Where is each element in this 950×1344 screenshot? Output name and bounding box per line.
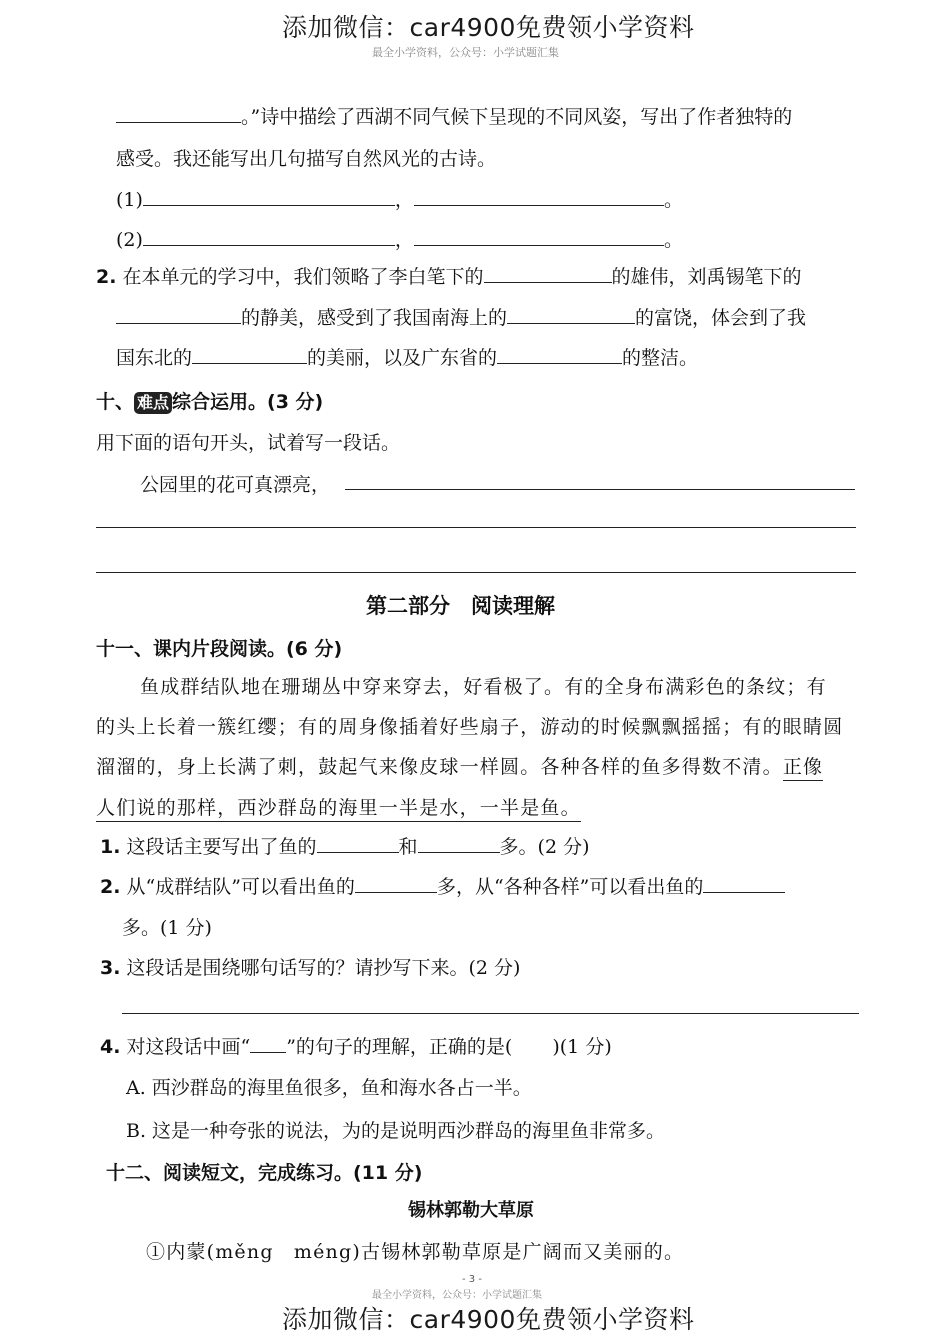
answer-blank[interactable]: [192, 345, 307, 364]
passage-line-3: 溜溜的，身上长满了刺，鼓起气来像皮球一样圆。各种各样的鱼多得数不清。正像: [96, 752, 823, 779]
difficulty-badge: 难点: [134, 392, 172, 414]
answer-blank[interactable]: [143, 227, 395, 246]
option-a[interactable]: A. 西沙群岛的海里鱼很多，鱼和海水各占一半。: [126, 1077, 532, 1099]
answer-blank[interactable]: [143, 187, 395, 206]
section-12-title: 十二、阅读短文，完成练习。(11 分): [106, 1162, 423, 1184]
passage-line-4: [96, 793, 581, 820]
paragraph-number: ①: [146, 1241, 167, 1263]
poem-line-2: 感受。我还能写出几句描写自然风光的古诗。: [116, 148, 497, 170]
writing-line[interactable]: [96, 572, 856, 573]
answer-blank[interactable]: [355, 874, 437, 893]
reading-question-1: 1. 这段话主要写出了鱼的 和 多。(2 分): [100, 836, 590, 858]
answer-blank[interactable]: [116, 305, 241, 324]
answer-blank[interactable]: [703, 874, 785, 893]
writing-line[interactable]: [96, 527, 856, 528]
passage-line-1: 鱼成群结队地在珊瑚丛中穿来穿去，好看极了。有的全身布满彩色的条纹；有: [140, 676, 827, 698]
part-2-title: 第二部分 阅读理解: [366, 594, 555, 618]
footer-faint-text: 最全小学资料，公众号：小学试题汇集: [372, 1290, 542, 1301]
writing-line[interactable]: [122, 1013, 859, 1014]
reading-question-2: 2. 从“成群结队”可以看出鱼的 多，从“各种各样”可以看出鱼的: [100, 874, 785, 900]
underlined-sentence: 人们说的那样，西沙群岛的海里一半是水，一半是鱼。: [96, 797, 581, 822]
unit-question-line-2: 的静美，感受到了我国南海上的 的富饶，体会到了我: [116, 305, 806, 331]
poem-item-1: (1) ， 。: [116, 189, 683, 211]
option-b[interactable]: B. 这是一种夸张的说法，为的是说明西沙群岛的海里鱼非常多。: [126, 1120, 666, 1142]
unit-question-line-1: 2. 在本单元的学习中，我们领略了李白笔下的 的雄伟，刘禹锡笔下的: [96, 266, 802, 288]
writing-line[interactable]: [345, 489, 855, 490]
section-10-instruction: 用下面的语句开头，试着写一段话。: [96, 432, 401, 454]
answer-blank[interactable]: [414, 187, 664, 206]
poem-line-1: 。”诗中描绘了西湖不同气候下呈现的不同风姿，写出了作者独特的: [116, 104, 792, 130]
underline-sample: [250, 1034, 286, 1053]
section-10-starter: 公园里的花可真漂亮，: [140, 474, 331, 496]
watermark-bottom: 添加微信：car4900免费领小学资料: [282, 1305, 695, 1334]
section-11-title: 十一、课内片段阅读。(6 分): [96, 638, 343, 660]
header-faint-text: 最全小学资料，公众号：小学试题汇集: [372, 46, 559, 59]
answer-blank[interactable]: [317, 834, 399, 853]
article-title: 锡林郭勒大草原: [408, 1200, 534, 1221]
answer-blank[interactable]: [418, 834, 500, 853]
answer-blank[interactable]: [507, 305, 635, 324]
underlined-sentence: 正像: [783, 756, 823, 781]
article-paragraph-1: ①内蒙(měng méng)古锡林郭勒草原是广阔而又美丽的。: [146, 1241, 685, 1263]
unit-question-line-3: 国东北的 的美丽，以及广东省的 的整洁。: [116, 347, 699, 369]
page-number: - 3 -: [462, 1274, 482, 1285]
reading-question-4: 4. 对这段话中画“ ”的句子的理解，正确的是( )(1 分): [100, 1036, 612, 1058]
passage-line-2: 的头上长着一簇红缨；有的周身像插着好些扇子，游动的时候飘飘摇摇；有的眼睛圆: [96, 716, 844, 738]
answer-blank[interactable]: [497, 345, 622, 364]
watermark-top: 添加微信：car4900免费领小学资料: [282, 13, 695, 42]
section-10-title: 十、 难点 综合运用。(3 分): [96, 391, 324, 413]
answer-blank[interactable]: [414, 227, 664, 246]
reading-question-3: 3. 这段话是围绕哪句话写的？请抄写下来。(2 分): [100, 957, 521, 979]
answer-blank[interactable]: [116, 104, 241, 123]
reading-question-2-cont: 多。(1 分): [122, 917, 212, 939]
answer-blank[interactable]: [484, 264, 612, 283]
poem-item-2: (2) ， 。: [116, 229, 683, 251]
